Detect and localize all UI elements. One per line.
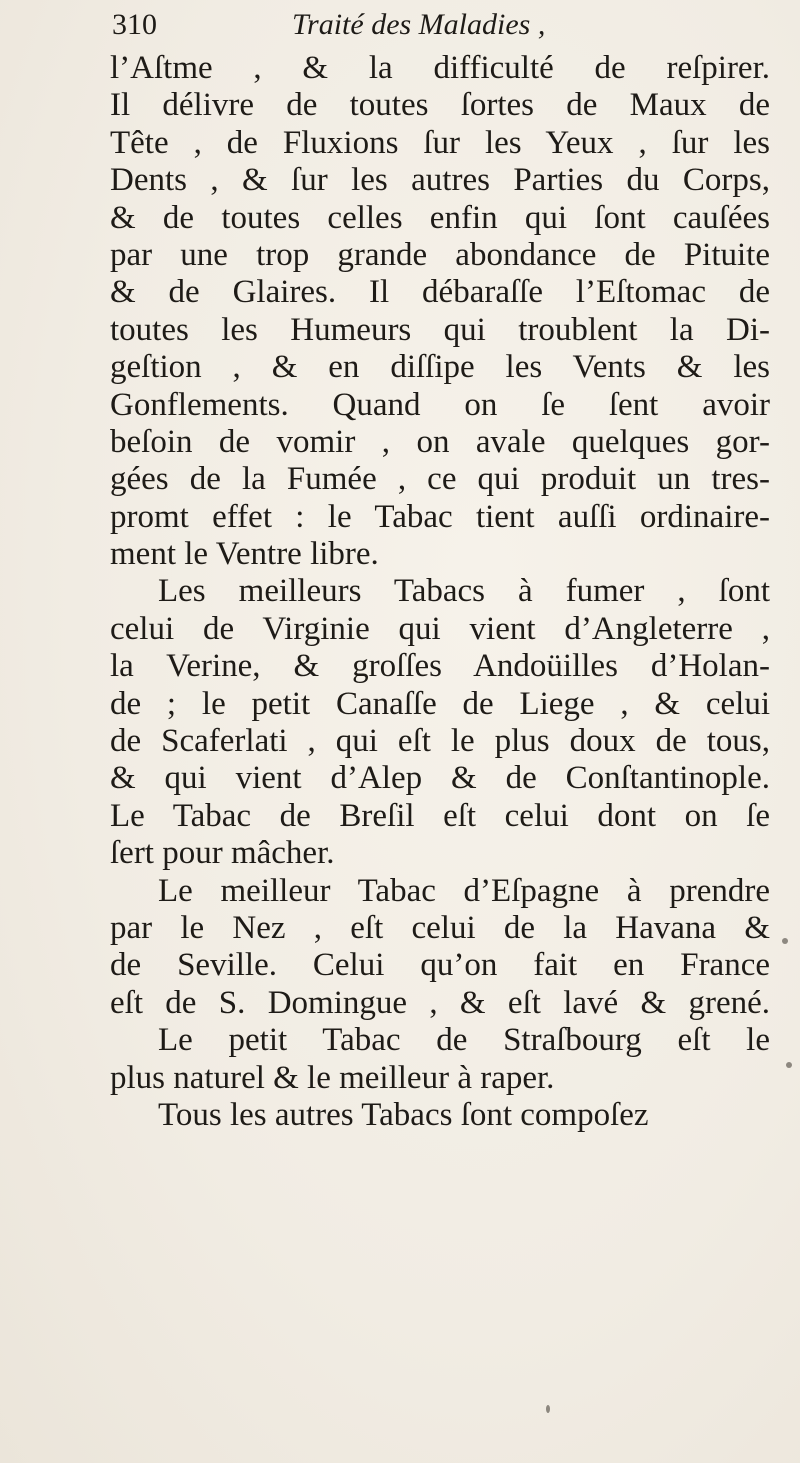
text-line: eſt de S. Domingue , & eſt lavé & grené. <box>110 984 770 1021</box>
text-line: Il délivre de toutes ſortes de Maux de <box>110 87 770 124</box>
text-line: promt effet : le Tabac tient auſſi ordinaire- <box>110 498 770 535</box>
running-title: Traité des Maladies , <box>292 8 546 41</box>
paper-speck <box>786 1062 792 1068</box>
text-line: Dents , & ſur les autres Parties du Corps, <box>110 162 770 199</box>
text-line: Le Tabac de Breſil eſt celui dont on ſe <box>110 797 770 834</box>
text-line: Les meilleurs Tabacs à fumer , ſont <box>158 573 770 610</box>
text-line: ſert pour mâcher. <box>110 835 335 872</box>
text-line: Tous les autres Tabacs ſont compoſez <box>158 1096 649 1133</box>
text-line: par le Nez , eſt celui de la Havana & <box>110 909 770 946</box>
text-line: & qui vient d’Alep & de Conſtantinople. <box>110 760 770 797</box>
text-line: de Seville. Celui qu’on fait en France <box>110 947 770 984</box>
text-line: par une trop grande abondance de Pituite <box>110 236 770 273</box>
text-line: gées de la Fumée , ce qui produit un tres- <box>110 461 770 498</box>
text-line: celui de Virginie qui vient d’Angleterre , <box>110 610 770 647</box>
text-line: l’Aſtme , & la difficulté de reſpirer. <box>110 50 770 86</box>
body-text <box>110 50 770 1134</box>
text-line: & de toutes celles enfin qui ſont cauſées <box>110 199 770 236</box>
text-line: & de Glaires. Il débaraſſe l’Eſtomac de <box>110 274 770 311</box>
text-line: Gonflements. Quand on ſe ſent avoir <box>110 386 770 423</box>
text-line: Le petit Tabac de Straſbourg eſt le <box>158 1022 770 1059</box>
paper-speck <box>782 938 788 944</box>
text-line: de ; le petit Canaſſe de Liege , & celui <box>110 685 770 722</box>
text-line: toutes les Humeurs qui troublent la Di- <box>110 311 770 348</box>
page-header <box>112 8 732 52</box>
paper-speck <box>546 1405 550 1413</box>
text-line: de Scaferlati , qui eſt le plus doux de tous, <box>110 723 770 760</box>
text-line: Tête , de Fluxions ſur les Yeux , ſur les <box>110 124 770 161</box>
text-line: beſoin de vomir , on avale quelques gor- <box>110 423 770 460</box>
text-line: geſtion , & en diſſipe les Vents & les <box>110 349 770 386</box>
text-line: plus naturel & le meilleur à raper. <box>110 1059 555 1096</box>
text-line: Le meilleur Tabac d’Eſpagne à prendre <box>158 872 770 909</box>
page-number: 310 <box>112 8 157 41</box>
text-line: la Verine, & groſſes Andoüilles d’Holan- <box>110 648 770 685</box>
text-line: ment le Ventre libre. <box>110 536 379 573</box>
